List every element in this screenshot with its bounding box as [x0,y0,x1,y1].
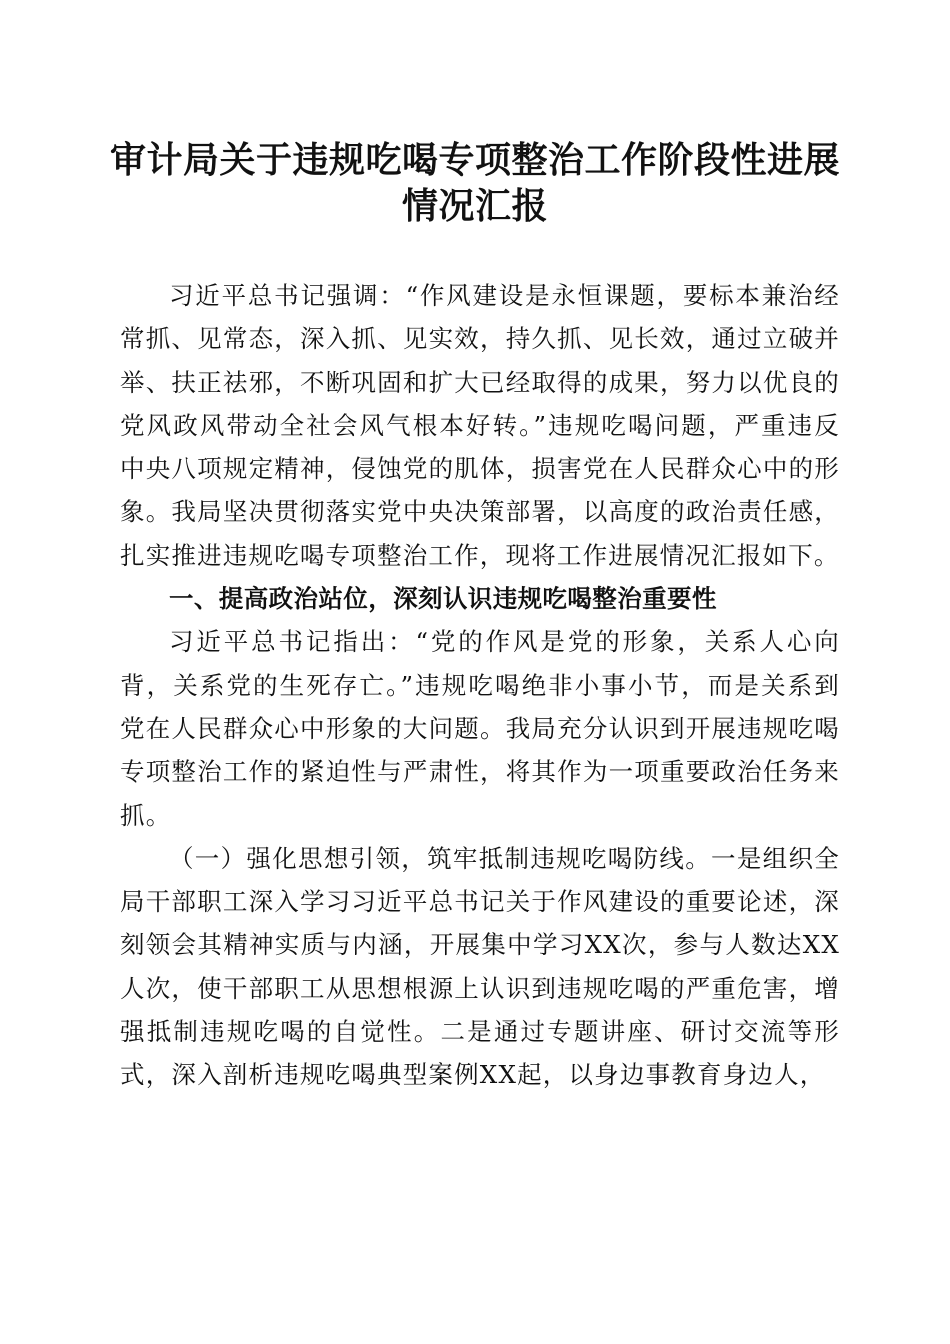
document-title-line-1: 审计局关于违规吃喝专项整治工作阶段性进展 [109,139,840,181]
section-heading-1: 一、提高政治站位，深刻认识违规吃喝整治重要性 [169,584,717,614]
document-title-line-2: 情况汇报 [401,185,548,227]
paragraph-intro: 习近平总书记强调：“作风建设是永恒课题，要标本兼治经常抓、见常态，深入抓、见实效，持久抓、见长效，通过立破并举、扶正祛邪，不断巩固和扩大已经取得的成果，努力以优良的党风政风带动全社会风气根本好转。”违规吃喝问题，严重违反中央八项规定精神，侵蚀党的肌体，损害党在人民群众心中的形象。我局坚决贯彻落实党中央决策部署，以高度的政治责任感，扎实推进违规吃喝专项整治工作，现将工作进展情况汇报如下。 [120,281,840,570]
paragraph-section-1: 习近平总书记指出：“党的作风是党的形象，关系人心向背，关系党的生死存亡。”违规吃喝绝非小事小节，而是关系到党在人民群众心中形象的大问题。我局充分认识到开展违规吃喝专项整治工作的紧迫性与严肃性，将其作为一项重要政治任务来抓。 [120,627,840,830]
paragraph-subsection-1: （一）强化思想引领，筑牢抵制违规吃喝防线。一是组织全局干部职工深入学习习近平总书记关于作风建设的重要论述，深刻领会其精神实质与内涵，开展集中学习XX次，参与人数达XX人次，使干部职工从思想根源上认识到违规吃喝的严重危害，增强抵制违规吃喝的自觉性。二是通过专题讲座、研讨交流等形式，深入剖析违规吃喝典型案例XX起，以身边事教育身边人， [120,843,840,1090]
document-body [120,274,840,1097]
